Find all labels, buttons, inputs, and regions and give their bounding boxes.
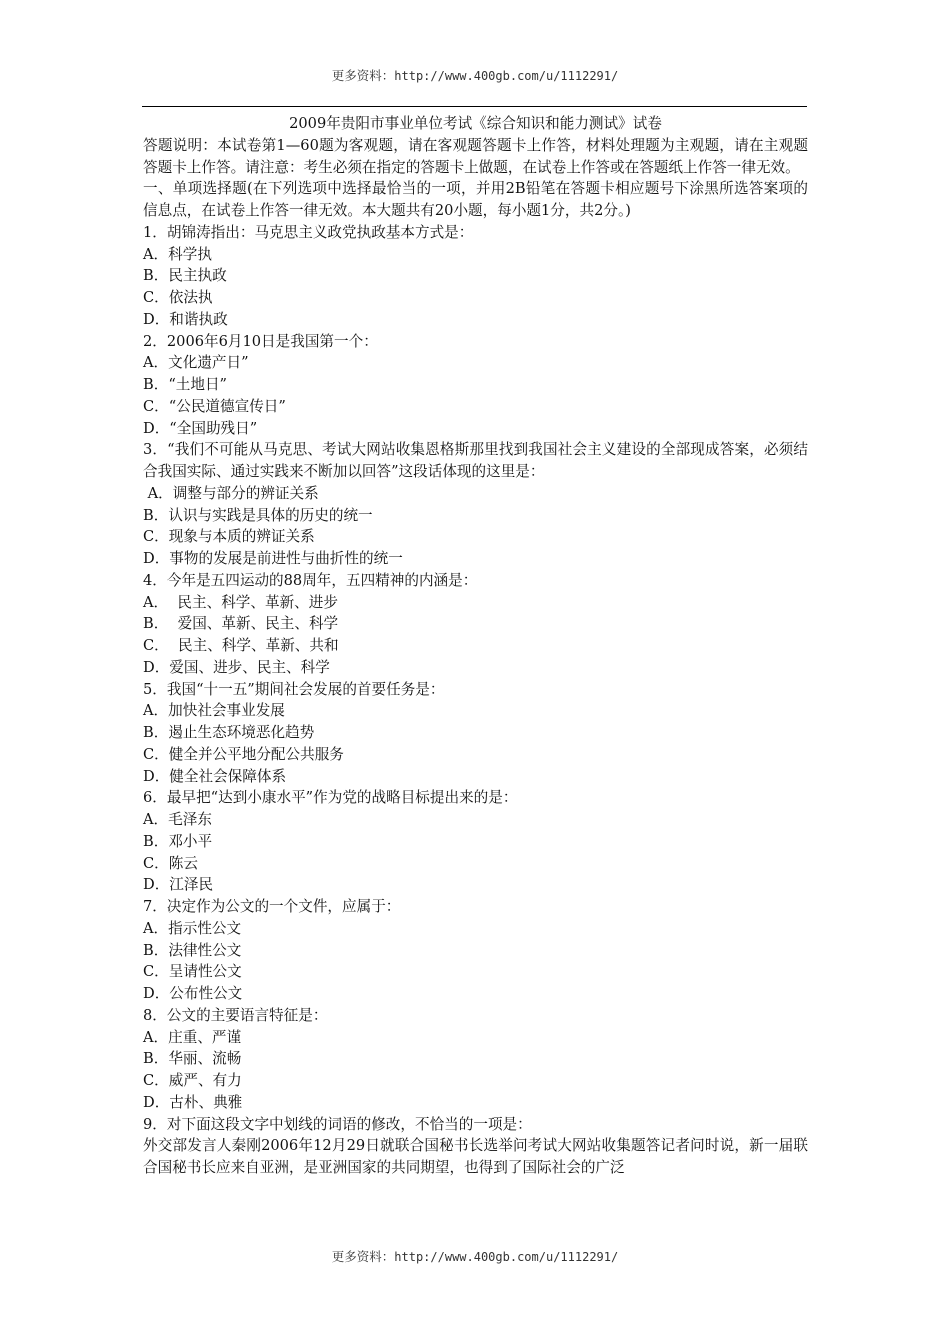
question-option: C．依法执 [143,289,213,306]
question-option: D．和谐执政 [143,310,228,328]
question-option: C．呈请性公文 [143,963,242,981]
question-option: B．邓小平 [143,832,213,850]
question-option: A．毛泽东 [143,811,212,828]
question-option: D．古朴、典雅 [143,1093,243,1111]
question-stem: 3．“我们不可能从马克思、考试大网站收集恩格斯那里找到我国社会主义建设的全部现成答案，必须结合我国实际、通过实践来不断加以回答”这段话体现的这里是： [143,441,808,480]
document-title: 2009年贵阳市事业单位考试《综合知识和能力测试》试卷 [289,115,662,132]
page-header [0,66,950,84]
question-option: C．威严、有力 [143,1072,242,1089]
question-stem: 5．我国“十一五”期间社会发展的首要任务是： [143,680,445,698]
passage: 外交部发言人秦刚2006年12月29日就联合国秘书长选举问考试大网站收集题答记者问时说，新一届联合国秘书长应来自亚洲，是亚洲国家的共同期望，也得到了国际社会的广泛 [143,1137,808,1176]
question-option: A．文化遗产日” [143,354,249,372]
question-stem: 7．决定作为公文的一个文件，应属于： [143,898,401,915]
question-option: A．庄重、严谨 [143,1028,242,1046]
question-3 [143,439,808,570]
question-option: A．加快社会事业发展 [143,702,285,720]
question-option: C． 民主、科学、革新、共和 [143,637,339,654]
question-8 [143,1005,808,1114]
section-heading: 一、单项选择题(在下列选项中选择最恰当的一项，并用2B铅笔在答题卡相应题号下涂黑所选答案项的信息点，在试卷上作答一律无效。本大题共有20小题，每小题1分，共2分。) [143,180,808,219]
question-9 [143,1114,808,1136]
question-option: B．认识与实践是具体的历史的统一 [143,506,373,524]
question-list [143,222,808,1136]
question-option: C．健全并公平地分配公共服务 [143,745,344,763]
question-2 [143,331,808,440]
question-option: C．“公民道德宣传日” [143,397,286,415]
question-stem: 9．对下面这段文字中划线的词语的修改，不恰当的一项是： [143,1115,532,1133]
header-label: 更多资料： [331,68,395,83]
footer-link[interactable]: http://www.400gb.com/u/1112291/ [394,1250,619,1264]
question-option: D．公布性公文 [143,985,243,1002]
question-option: B．“土地日” [143,376,228,393]
question-6 [143,787,808,896]
header-rule [142,106,807,107]
question-option: B．法律性公文 [143,941,242,959]
question-stem: 1．胡锦涛指出：马克思主义政党执政基本方式是： [143,223,474,241]
question-option: B．遏止生态环境恶化趋势 [143,724,315,741]
header-link[interactable]: http://www.400gb.com/u/1112291/ [394,69,619,83]
question-stem: 6．最早把“达到小康水平”作为党的战略目标提出来的是： [143,789,518,807]
question-option: C．陈云 [143,854,198,872]
question-option: A． 民主、科学、革新、进步 [143,593,338,611]
question-option: D．爱国、进步、民主、科学 [143,658,330,676]
question-5 [143,679,808,788]
question-option: D．事物的发展是前进性与曲折性的统一 [143,550,403,567]
question-option: D．健全社会保障体系 [143,767,287,785]
question-7 [143,896,808,1005]
question-option: A．指示性公文 [143,919,242,937]
question-option: B．民主执政 [143,267,227,285]
footer-label: 更多资料： [331,1249,395,1264]
question-option: C．现象与本质的辨证关系 [143,528,315,546]
question-option: B．华丽、流畅 [143,1050,242,1068]
question-stem: 8．公文的主要语言特征是： [143,1006,328,1024]
question-option: B． 爱国、革新、民主、科学 [143,615,339,633]
question-option: A．科学执 [143,245,212,263]
instructions: 答题说明：本试卷第1—60题为客观题，请在客观题答题卡上作答，材料处理题为主观题，请在主观题答题卡上作答。请注意：考生必须在指定的答题卡上做题，在试卷上作答或在答题纸上作答一律无效。 [143,136,808,176]
question-4 [143,570,808,679]
question-1 [143,222,808,331]
question-option: A．调整与部分的辨证关系 [143,484,319,502]
question-stem: 2．2006年6月10日是我国第一个： [143,332,378,350]
document-body [143,113,808,1179]
page-footer [0,1247,950,1265]
question-stem: 4．今年是五四运动的88周年，五四精神的内涵是： [143,571,478,589]
question-option: D．江泽民 [143,876,214,894]
question-option: D．“全国助残日” [143,419,258,437]
